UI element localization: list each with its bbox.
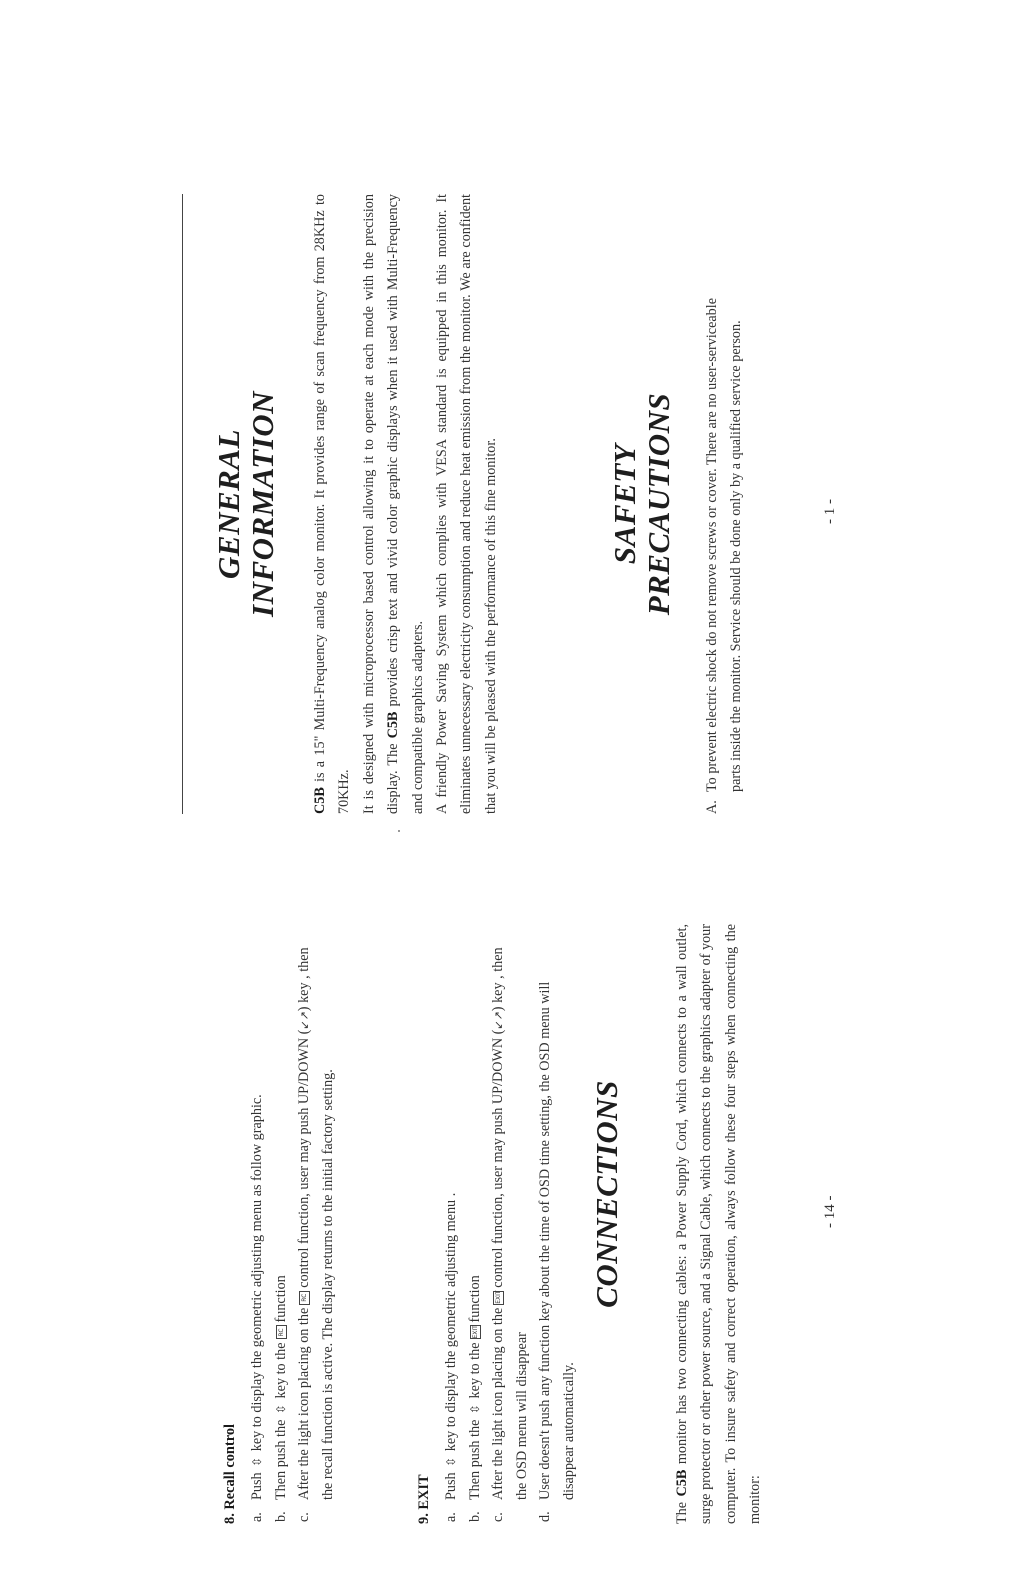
joystick-key-icon: ⇳: [467, 1404, 482, 1415]
page-14: [0, 844, 1026, 1524]
recall-step-b: b.Then push the ⇳ key to theRCfunction: [270, 942, 294, 1522]
exit-step-d: d.User doesn't push any function key about the time of OSD time setting, the OSD menu will disappear automatically.: [537, 981, 577, 1522]
recall-key-icon: RC: [276, 1326, 287, 1340]
connections-heading: CONNECTIONS: [589, 1080, 624, 1308]
heading-line-2: INFORMATION: [245, 391, 280, 617]
power-saving-paragraph: A friendly Power Saving System which complies with VESA standard is equipped in this monitor. It eliminates unnecessary electricity consumption and reduce heat emission from the monitor. We are confident that you will be pleased with the performance of this fine monitor.: [434, 194, 499, 814]
exit-key-icon: EXIT: [495, 1290, 503, 1304]
page-number: - 14 -: [822, 1195, 838, 1228]
exit-step-b: b.Then push the ⇳ key to theEXITfunction: [464, 942, 488, 1522]
exit-key-icon: EXIT: [471, 1325, 479, 1339]
safety-line-2: PRECAUTIONS: [641, 392, 676, 616]
recall-control-title: 8. Recall control: [222, 1423, 238, 1524]
recall-steps: [246, 942, 340, 1522]
heading-line-1: GENERAL: [211, 429, 246, 579]
top-rule: [182, 194, 183, 814]
recall-key-icon: RC: [299, 1291, 310, 1305]
model-name: C5B: [385, 711, 402, 739]
design-paragraph: It is designed with microprocessor based control allowing it to operate at each mode with the precision display. The C5B provides crisp text and vivid color graphic displays when it used with Multi-Frequency and compatible graphics adapters.: [360, 194, 426, 814]
safety-line-1: SAFETY: [607, 443, 642, 565]
connections-body: [670, 924, 768, 1524]
intro-paragraph: C5B is a 15" Multi-Frequency analog color monitor. It provides range of scan frequency from 28KHz to 70KHz.: [312, 194, 353, 814]
exit-step-a: a.Push ⇳ key to display the geometric adjusting menu .: [440, 942, 464, 1522]
joystick-key-icon: ⇳: [273, 1404, 288, 1415]
scan-speck: [398, 830, 400, 832]
page-1: [0, 164, 1026, 824]
general-information-heading: [212, 324, 280, 684]
model-name: C5B: [674, 1469, 690, 1497]
joystick-key-icon: ⇳: [444, 1456, 458, 1467]
safety-item: A.To prevent electric shock do not remove screws or cover. There are no user-serviceable parts inside the monitor. Service should be done only by a qualified service person.: [704, 297, 744, 814]
up-down-arrows-icon: ↙↗: [298, 1011, 312, 1030]
safety-list: [700, 274, 748, 814]
up-down-arrows-icon: ↙↗: [492, 1011, 506, 1030]
page-number: - 1 -: [822, 499, 838, 524]
exit-step-c: c.After the light icon placing on theEXITcontrol function, user may push UP/DOWN (↙↗) key , then the OSD menu will disappear: [490, 947, 530, 1522]
connections-paragraph: The C5B monitor has two connecting cables: a Power Supply Cord, which connects to a wall outlet, surge protector or other power source, and a Signal Cable, which connects to the graphics adapter of your computer. To insure safety and correct operation, always follow these four steps when connecting the monitor:: [674, 924, 764, 1524]
model-name: C5B: [312, 787, 328, 814]
recall-step-a: a.Push ⇳ key to display the geometric adjusting menu as follow graphic.: [246, 942, 270, 1522]
general-information-body: [308, 194, 503, 814]
exit-title: 9. EXIT: [416, 1474, 432, 1524]
joystick-key-icon: ⇳: [250, 1456, 264, 1467]
exit-steps: [440, 942, 582, 1522]
safety-precautions-heading: [608, 324, 676, 684]
recall-step-c: c.After the light icon placing on theRCcontrol function, user may push UP/DOWN (↙↗) key , then the recall function is active. The display returns to the initial factory setting.: [296, 947, 336, 1522]
